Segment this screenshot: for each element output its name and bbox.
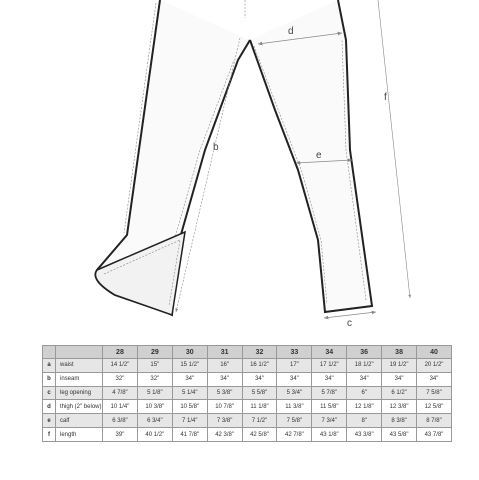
table-cell: 17" [277, 359, 312, 373]
table-cell: 11 3/8" [277, 400, 312, 414]
table-cell: 18 1/2" [347, 359, 382, 373]
table-cell: 10 3/8" [137, 400, 172, 414]
row-key: e [43, 414, 56, 428]
table-cell: 4 7/8" [103, 386, 138, 400]
size-col: 28 [103, 346, 138, 359]
table-cell: 10 1/4" [103, 400, 138, 414]
right-leg-outline [250, 0, 372, 312]
header-blank [43, 346, 56, 359]
table-cell: 17 1/2" [312, 359, 347, 373]
label-d: d [288, 26, 294, 37]
table-row [43, 372, 452, 386]
table-cell: 7 5/8" [417, 386, 452, 400]
table-cell: 12 3/8" [382, 400, 417, 414]
table-cell: 32" [137, 372, 172, 386]
table-cell: 10 7/8" [207, 400, 242, 414]
table-row [43, 414, 452, 428]
table-cell: 42 3/8" [207, 428, 242, 442]
table-row [43, 359, 452, 373]
table-cell: 20 1/2" [417, 359, 452, 373]
table-cell: 7 3/8" [207, 414, 242, 428]
table-cell: 43 1/8" [312, 428, 347, 442]
table-cell: 6 3/8" [103, 414, 138, 428]
table-cell: 41 7/8" [172, 428, 207, 442]
row-key: b [43, 372, 56, 386]
table-cell: 40 1/2" [137, 428, 172, 442]
label-c: c [347, 318, 352, 329]
size-header-row [43, 346, 452, 359]
table-cell: 11 5/8" [312, 400, 347, 414]
table-cell: 12 5/8" [417, 400, 452, 414]
row-measurement-label: inseam [56, 372, 103, 386]
size-col: 33 [277, 346, 312, 359]
table-cell: 34" [382, 372, 417, 386]
table-cell: 12 1/8" [347, 400, 382, 414]
table-cell: 8 7/8" [417, 414, 452, 428]
size-chart-table [42, 345, 452, 442]
table-cell: 43 3/8" [347, 428, 382, 442]
table-cell: 11 1/8" [242, 400, 277, 414]
size-col: 30 [172, 346, 207, 359]
table-cell: 34" [312, 372, 347, 386]
row-key: a [43, 359, 56, 373]
size-col: 40 [417, 346, 452, 359]
size-col: 34 [312, 346, 347, 359]
table-cell: 42 7/8" [277, 428, 312, 442]
table-cell: 16" [207, 359, 242, 373]
table-cell: 6" [347, 386, 382, 400]
label-e: e [316, 150, 322, 161]
label-b: b [213, 142, 219, 153]
table-cell: 8" [347, 414, 382, 428]
measure-f-line [378, 0, 410, 298]
table-cell: 34" [277, 372, 312, 386]
row-measurement-label: waist [56, 359, 103, 373]
size-col: 32 [242, 346, 277, 359]
size-col: 31 [207, 346, 242, 359]
row-measurement-label: leg opening [56, 386, 103, 400]
row-measurement-label: calf [56, 414, 103, 428]
table-cell: 5 3/8" [207, 386, 242, 400]
table-cell: 34" [417, 372, 452, 386]
table-cell: 5 5/8" [242, 386, 277, 400]
table-cell: 7 5/8" [277, 414, 312, 428]
table-cell: 34" [242, 372, 277, 386]
table-cell: 19 1/2" [382, 359, 417, 373]
table-cell: 43 7/8" [417, 428, 452, 442]
table-cell: 34" [347, 372, 382, 386]
table-cell: 10 5/8" [172, 400, 207, 414]
table-cell: 5 1/8" [137, 386, 172, 400]
table-cell: 6 3/4" [137, 414, 172, 428]
row-measurement-label: thigh (2" below) [56, 400, 103, 414]
table-row [43, 386, 452, 400]
table-cell: 5 7/8" [312, 386, 347, 400]
row-key: d [43, 400, 56, 414]
row-key: f [43, 428, 56, 442]
header-blank-label [56, 346, 103, 359]
table-cell: 43 5/8" [382, 428, 417, 442]
table-cell: 32" [103, 372, 138, 386]
row-key: c [43, 386, 56, 400]
size-col: 36 [347, 346, 382, 359]
table-cell: 15 1/2" [172, 359, 207, 373]
size-col: 38 [382, 346, 417, 359]
table-cell: 5 3/4" [277, 386, 312, 400]
table-cell: 39" [103, 428, 138, 442]
size-col: 29 [137, 346, 172, 359]
table-cell: 7 1/2" [242, 414, 277, 428]
table-cell: 14 1/2" [103, 359, 138, 373]
table-cell: 8 3/8" [382, 414, 417, 428]
table-cell: 16 1/2" [242, 359, 277, 373]
label-f: f [384, 92, 387, 103]
table-cell: 15" [137, 359, 172, 373]
table-cell: 7 1/4" [172, 414, 207, 428]
table-row [43, 428, 452, 442]
table-cell: 6 1/2" [382, 386, 417, 400]
table-cell: 7 3/4" [312, 414, 347, 428]
row-measurement-label: length [56, 428, 103, 442]
table-cell: 5 1/4" [172, 386, 207, 400]
table-cell: 42 5/8" [242, 428, 277, 442]
table-cell: 34" [172, 372, 207, 386]
table-cell: 34" [207, 372, 242, 386]
table-row [43, 400, 452, 414]
